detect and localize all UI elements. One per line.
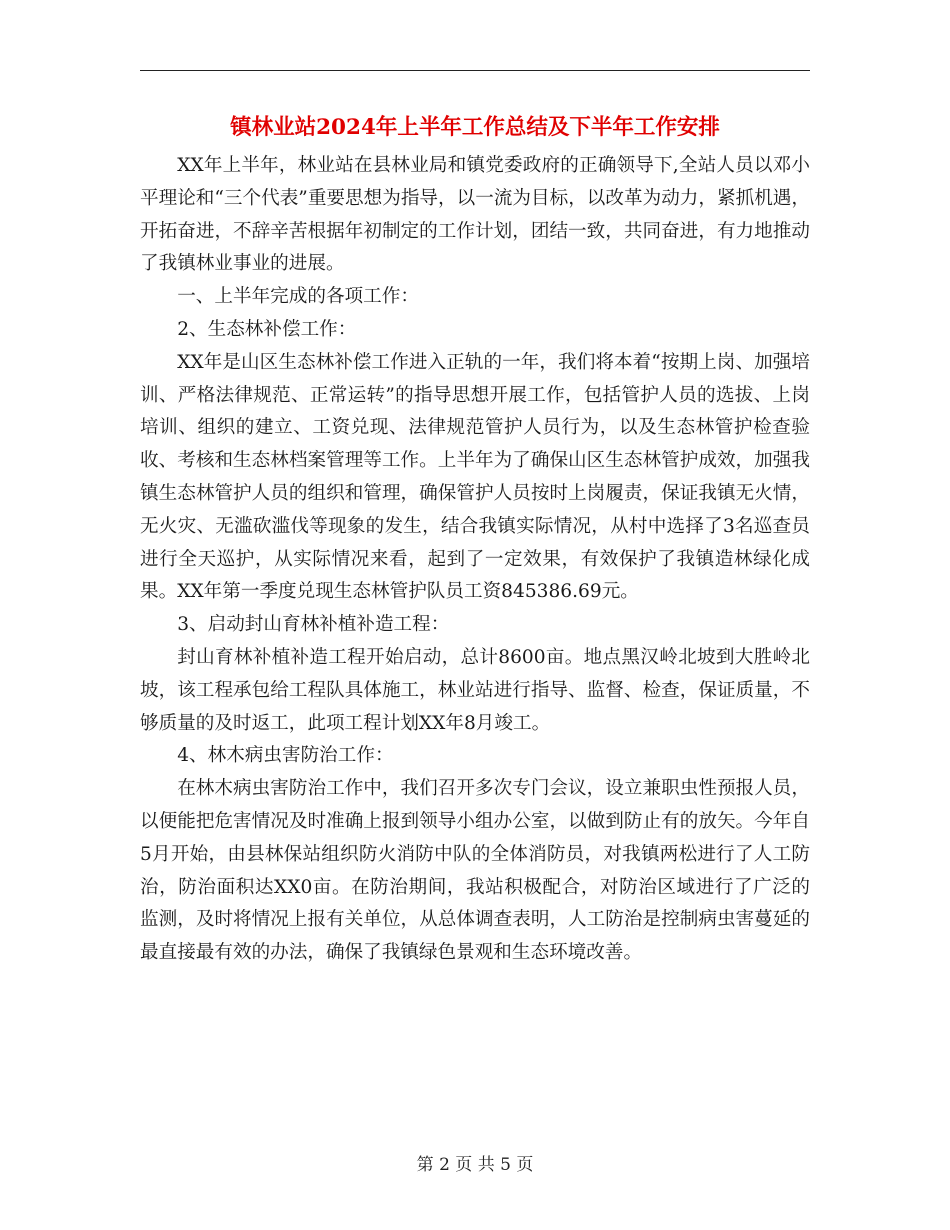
document-title: 镇林业站2024年上半年工作总结及下半年工作安排 [230,115,720,140]
paragraph-afforestation: 封山育林补植补造工程开始启动，总计8600亩。地点黑汉岭北坡到大胜岭北坡，该工程承包给工程队具体施工，林业站进行指导、监督、检查，保证质量，不够质量的及时返工，此项工程计划XX年8月竣工。 [140,646,810,734]
page-footer: 第 2 页 共 5 页 [416,1155,534,1175]
subsection-heading-3: 3、启动封山育林补植补造工程： [177,614,450,636]
subsection-heading-2: 2、生态林补偿工作： [177,318,357,340]
paragraph-pest-control: 在林木病虫害防治工作中，我们召开多次专门会议，设立兼职虫性预报人员，以便能把危害情况及时准确上报到领导小组办公室，以做到防止有的放矢。今年自5月开始，由县林保站组织防火消防中队的全体消防员，对我镇两松进行了人工防治，防治面积达XX0亩。在防治期间，我站积极配合，对防治区域进行了广泛的监测，及时将情况上报有关单位，从总体调查表明，人工防治是控制病虫害蔓延的最直接最有效的办法，确保了我镇绿色景观和生态环境改善。 [140,778,810,964]
paragraph-intro: XX年上半年，林业站在县林业局和镇党委政府的正确领导下,全站人员以邓小平理论和“三个代表”重要思想为指导，以一流为目标，以改革为动力，紧抓机遇，开拓奋进，不辞辛苦根据年初制定的工作计划，团结一致，共同奋进，有力地推动了我镇林业事业的进展。 [140,155,810,275]
paragraph-ecological-forest: XX年是山区生态林补偿工作进入正轨的一年，我们将本着“按期上岗、加强培训、严格法律规范、正常运转”的指导思想开展工作，包括管护人员的选拔、上岗培训、组织的建立、工资兑现、法律规范管护人员行为，以及生态林管护检查验收、考核和生态林档案管理等工作。上半年为了确保山区生态林管护成效，加强我镇生态林管护人员的组织和管理，确保管护人员按时上岗履责，保证我镇无火情，无火灾、无滥砍滥伐等现象的发生，结合我镇实际情况，从村中选择了3名巡查员进行全天巡护，从实际情况来看，起到了一定效果，有效保护了我镇造林绿化成果。XX年第一季度兑现生态林管护队员工资845386.69元。 [140,351,810,603]
section-heading-1: 一、上半年完成的各项工作： [177,286,419,308]
subsection-heading-4: 4、林木病虫害防治工作： [177,745,394,767]
document-body [140,150,810,970]
header-rule [140,70,810,71]
